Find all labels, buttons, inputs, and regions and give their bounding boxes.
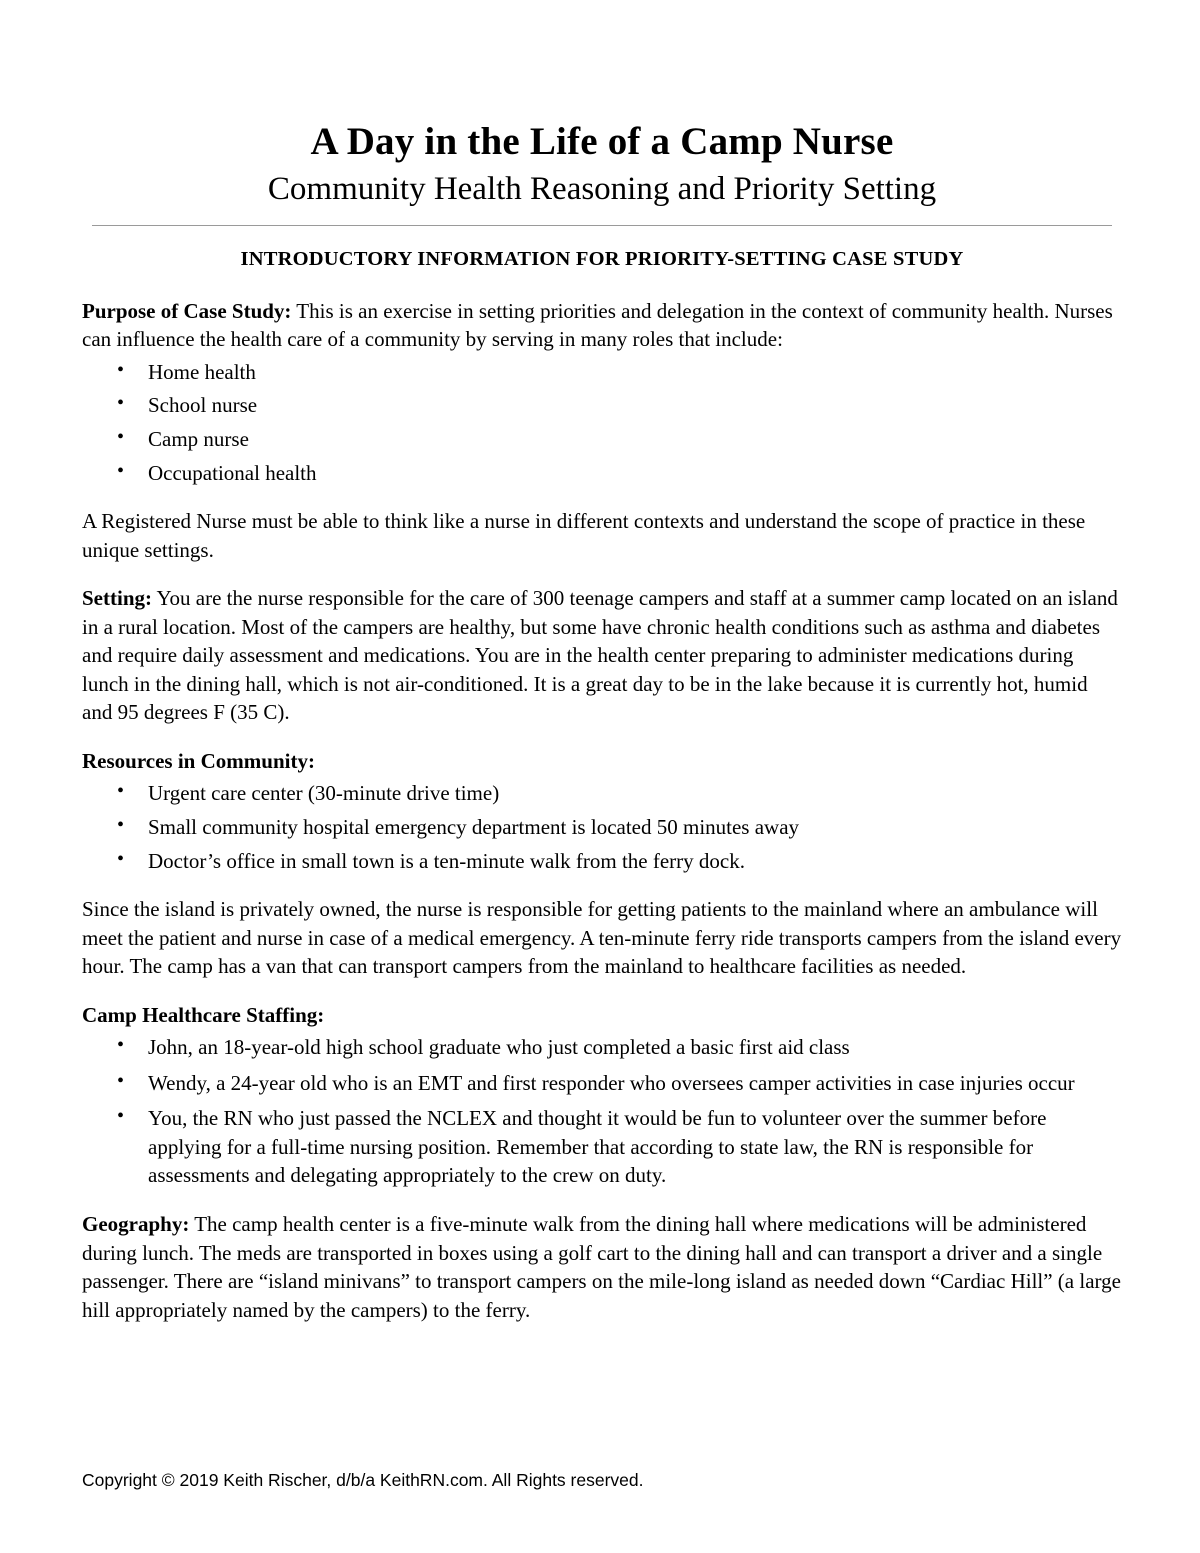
list-item: • Urgent care center (30-minute drive time) [148,779,1122,808]
purpose-text: This is an exercise in setting priorities and delegation in the context of community health. Nurses can influence the health care of a community by serving in many roles that include: [82,298,1113,352]
resources-label: Resources in Community: [82,748,315,773]
resources-heading [82,747,1122,776]
list-item: • School nurse [148,391,1122,420]
staffing-list [82,1033,1122,1190]
copyright-notice: Copyright © 2019 Keith Rischer, d/b/a KeithRN.com. All Rights reserved. [82,1470,644,1490]
purpose-paragraph [82,297,1122,354]
staffing-heading [82,1001,1122,1030]
list-item: • Small community hospital emergency department is located 50 minutes away [148,813,1122,842]
scope-paragraph: A Registered Nurse must be able to think like a nurse in different contexts and understand the scope of practice in these unique settings. [82,509,1086,562]
header-divider [92,225,1112,226]
list-item: • Occupational health [148,459,1122,488]
purpose-label: Purpose of Case Study: [82,298,292,323]
list-item: • Doctor’s office in small town is a ten-minute walk from the ferry dock. [148,847,1122,876]
setting-text: You are the nurse responsible for the care of 300 teenage campers and staff at a summer camp located on an island in a rural location. Most of the campers are healthy, but some have chronic health conditions such as asthma and diabetes and require daily assessment and medications. You are in the health center preparing to administer medications during lunch in the dining hall, which is not air-conditioned. It is a great day to be in the lake because it is currently hot, humid and 95 degrees F (35 C). [82,586,1118,725]
section-heading: INTRODUCTORY INFORMATION FOR PRIORITY-SETTING CASE STUDY [240,247,964,270]
list-item: • Home health [148,358,1122,387]
setting-paragraph [82,584,1122,727]
list-item: • Camp nurse [148,425,1122,454]
geography-label: Geography: [82,1212,190,1236]
staffing-label: Camp Healthcare Staffing: [82,1002,325,1027]
geography-paragraph [82,1210,1122,1324]
island-paragraph: Since the island is privately owned, the nurse is responsible for getting patients to the mainland where an ambulance will meet the patient and nurse in case of a medical emergency. A ten-minute ferry ride transports campers from the island every hour. The camp has a van that can transport campers from the mainland to healthcare facilities as needed. [82,897,1122,979]
geography-text: The camp health center is a five-minute walk from the dining hall where medications will be administered during lunch. The meds are transported in boxes using a golf cart to the dining hall and can transport a driver and a single passenger. There are “island minivans” to transport campers on the mile-long island as needed down “Cardiac Hill” (a large hill appropriately named by the campers) to the ferry. [82,1212,1121,1322]
list-item: • Wendy, a 24-year old who is an EMT and first responder who oversees camper activities in case injuries occur [148,1069,1122,1098]
page-title: A Day in the Life of a Camp Nurse [310,120,894,163]
setting-label: Setting: [82,586,152,611]
roles-list [82,358,1122,487]
resources-list [82,779,1122,875]
list-item: • You, the RN who just passed the NCLEX and thought it would be fun to volunteer over the summer before applying for a full-time nursing position. Remember that according to state law, the RN is responsible for assessments and delegating appropriately to the crew on duty. [148,1104,1122,1190]
page-subtitle: Community Health Reasoning and Priority Setting [267,170,937,207]
list-item: • John, an 18-year-old high school graduate who just completed a basic first aid class [148,1033,1122,1062]
